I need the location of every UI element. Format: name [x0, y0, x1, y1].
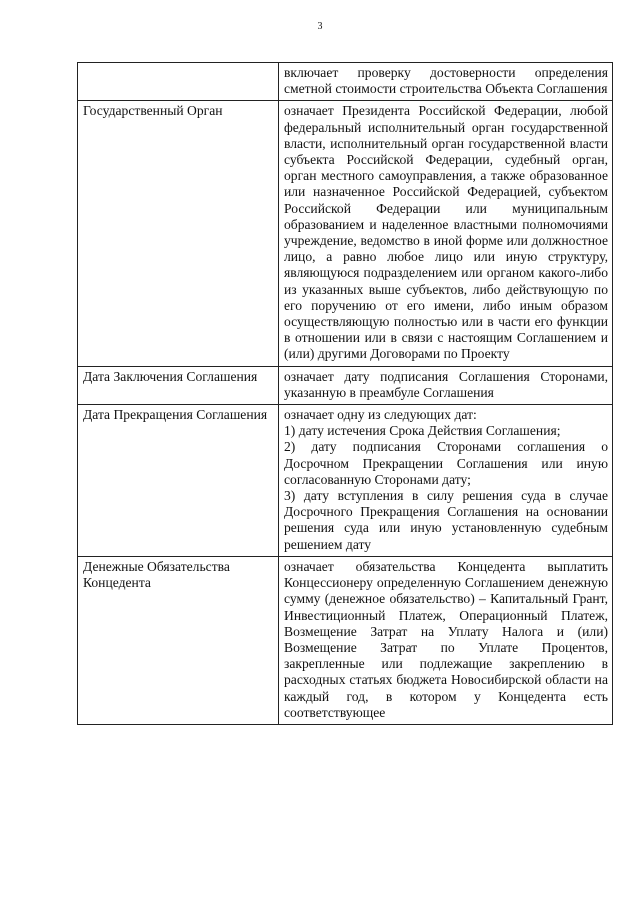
definition-cell: означает Президента Российской Федерации, любой федеральный исполнительный орган государственной власти, исполнительный орган государственной власти субъекта Российской Федерации, судебный орган, орган местного самоуправления, а также образованное или назначенное Российской Федерацией, субъектом Российской Федерации или муниципальным образованием и наделенное властными полномочиями учреждение, ведомство в иной форме или должностное лицо, а равно любое лицо или иную структуру, являющуюся подразделением или органом какого-либо из указанных выше субъектов, либо действующую по его поручению от его имени, либо иным образом осуществляющую полностью или в части его функции в отношении или в связи с настоящим Соглашением и (или) другими Договорами по Проекту	[279, 101, 613, 366]
definition-cell: означает обязательства Концедента выплатить Концессионеру определенную Соглашением денежную сумму (денежное обязательство) – Капитальный Грант, Инвестиционный Платеж, Операционный Платеж, Возмещение Затрат на Уплату Налога и (или) Возмещение Затрат по Уплате Процентов, закрепленные или подлежащие закреплению в расходных статьях бюджета Новосибирской области на каждый год, в котором у Концедента есть соответствующее	[279, 556, 613, 724]
definition-cell: означает дату подписания Соглашения Сторонами, указанную в преамбуле Соглашения	[279, 366, 613, 404]
page-number: 3	[317, 21, 323, 32]
definitions-table	[77, 62, 613, 725]
definition-cell: включает проверку достоверности определения сметной стоимости строительства Объекта Соглашения	[279, 63, 613, 101]
table-row	[78, 63, 613, 101]
definition-cell	[279, 405, 613, 557]
term-cell: Денежные Обязательства Концедента	[78, 556, 279, 724]
term-cell	[78, 63, 279, 101]
table-row	[78, 366, 613, 404]
table-row	[78, 101, 613, 366]
term-cell: Государственный Орган	[78, 101, 279, 366]
term-cell: Дата Заключения Соглашения	[78, 366, 279, 404]
term-cell: Дата Прекращения Соглашения	[78, 405, 279, 557]
definition-line: 2) дату подписания Сторонами соглашения о Досрочном Прекращении Соглашения или иную согласованную Сторонами дату;	[284, 439, 608, 487]
definition-line: 1) дату истечения Срока Действия Соглашения;	[284, 423, 561, 439]
definition-line: 3) дату вступления в силу решения суда в случае Досрочного Прекращения Соглашения на основании решения суда или иную установленную судебным решением дату	[284, 488, 608, 552]
definition-line: означает одну из следующих дат:	[284, 407, 477, 423]
table-row	[78, 405, 613, 557]
table-row	[78, 556, 613, 724]
